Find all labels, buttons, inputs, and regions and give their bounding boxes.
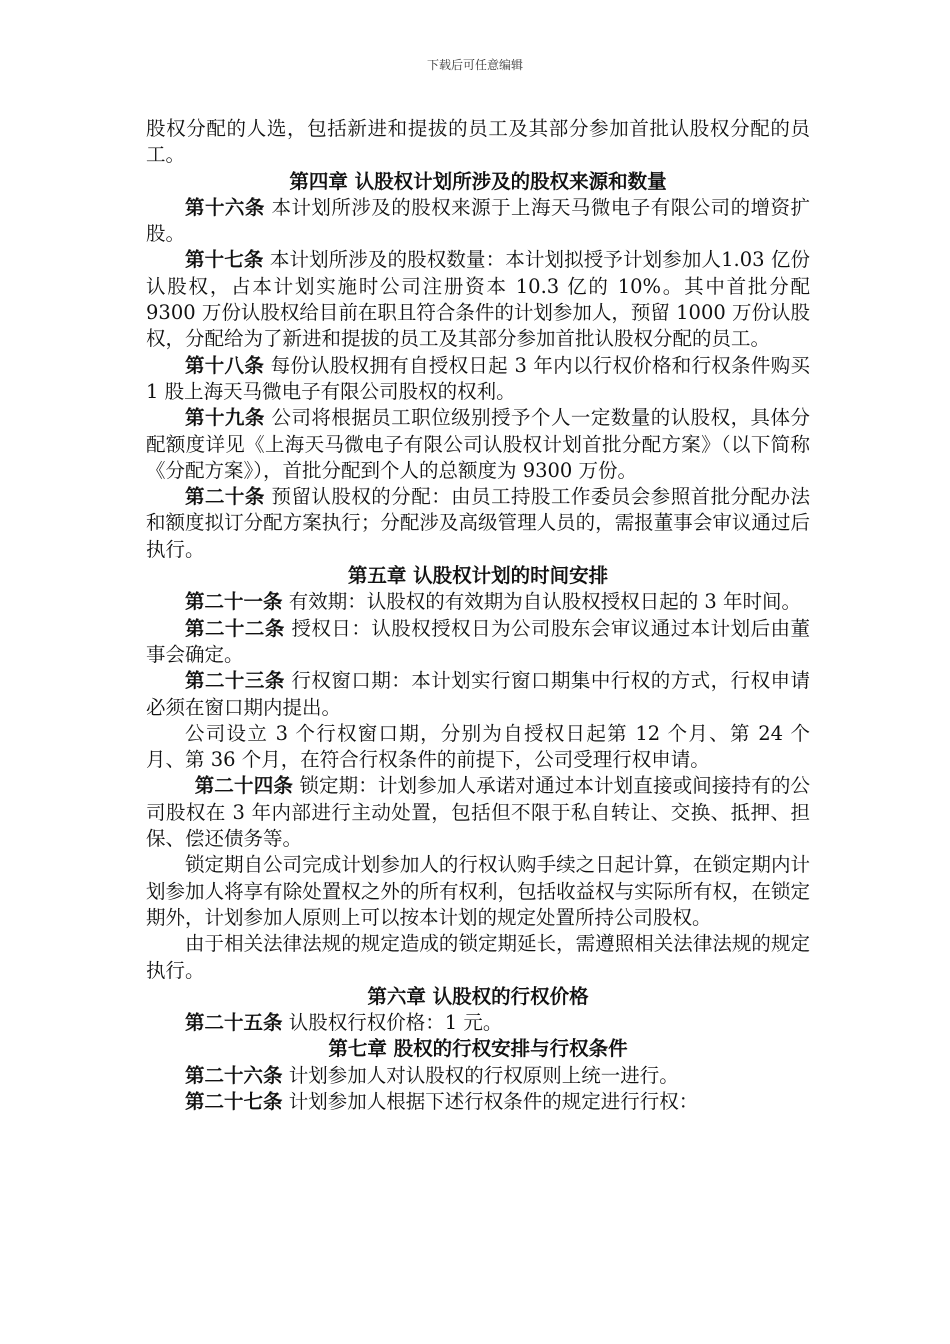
chapter-heading: 第七章 股权的行权安排与行权条件 — [328, 1037, 628, 1061]
article-text: 认股权行权价格：1 元。 — [282, 1011, 503, 1035]
article-text: 本计划所涉及的股权数量：本计划拟授予计划参加人1.03 亿份认股权，占本计划实施时公司注册资本 10.3 亿的 10%。其中首批分配 9300 万份认股权给目前在职且符合条件的计划参加人，预留 1000 万份认股权，分配给为了新进和提拔的员工及其部分参加首批认股权分配的员工。 — [146, 248, 810, 351]
article-number: 第十七条 — [185, 248, 264, 272]
article-paragraph — [146, 353, 810, 406]
paragraph — [146, 116, 810, 169]
article-text: 计划参加人对认股权的行权原则上统一进行。 — [282, 1063, 679, 1087]
article-number: 第二十七条 — [185, 1089, 283, 1113]
article-text: 计划参加人根据下述行权条件的规定进行行权： — [282, 1089, 699, 1113]
article-text: 有效期：认股权的有效期为自认股权授权日起的 3 年时间。 — [282, 590, 802, 614]
article-paragraph — [146, 668, 810, 721]
article-text: 锁定期：计划参加人承诺对通过本计划直接或间接持有的公司股权在 3 年内部进行主动处置，包括但不限于私自转让、交换、抵押、担保、偿还债务等。 — [146, 774, 810, 851]
article-number: 第二十六条 — [185, 1063, 283, 1087]
document-body — [146, 116, 810, 1115]
article-paragraph — [146, 773, 810, 852]
article-number: 第二十三条 — [185, 669, 285, 693]
article-paragraph — [146, 484, 810, 563]
article-text: 行权窗口期：本计划实行窗口期集中行权的方式，行权申请必须在窗口期内提出。 — [146, 669, 810, 719]
article-number: 第十八条 — [185, 353, 265, 377]
article-number: 第二十四条 — [194, 774, 293, 798]
page-header: 下载后可任意编辑 — [426, 58, 523, 72]
article-paragraph — [146, 589, 810, 615]
article-text: 本计划所涉及的股权来源于上海天马微电子有限公司的增资扩股。 — [146, 195, 810, 246]
article-paragraph — [146, 405, 810, 484]
paragraph-text: 锁定期自公司完成计划参加人的行权认购手续之日起计算，在锁定期内计划参加人将享有除处置权之外的所有权利，包括收益权与实际所有权，在锁定期外，计划参加人原则上可以按本计划的规定处置所持公司股权。 — [146, 853, 810, 929]
article-number: 第二十条 — [185, 485, 265, 509]
article-number: 第二十二条 — [185, 616, 285, 640]
article-paragraph — [146, 616, 810, 669]
article-text: 预留认股权的分配：由员工持股工作委员会参照首批分配办法和额度拟订分配方案执行；分配涉及高级管理人员的，需报董事会审议通过后执行。 — [146, 485, 810, 561]
article-number: 第十九条 — [185, 406, 265, 430]
article-paragraph — [146, 195, 810, 248]
article-text: 授权日：认股权授权日为公司股东会审议通过本计划后由董事会确定。 — [146, 616, 810, 666]
article-number: 第二十五条 — [185, 1011, 283, 1035]
article-paragraph — [146, 247, 810, 352]
article-text: 公司将根据员工职位级别授予个人一定数量的认股权，具体分配额度详见《上海天马微电子有限公司认股权计划首批分配方案》（以下简称《分配方案》），首批分配到个人的总额度为 9300 万份。 — [146, 406, 810, 482]
article-text: 每份认股权拥有自授权日起 3 年内以行权价格和行权条件购买 1 股上海天马微电子有限公司股权的权利。 — [146, 353, 810, 403]
chapter-heading: 第六章 认股权的行权价格 — [367, 984, 589, 1008]
article-paragraph — [146, 1089, 810, 1115]
paragraph — [146, 721, 810, 774]
article-number: 第十六条 — [185, 195, 265, 219]
chapter-heading: 第四章 认股权计划所涉及的股权来源和数量 — [289, 169, 667, 193]
paragraph-text: 公司设立 3 个行权窗口期，分别为自授权日起第 12 个月、第 24 个月、第 36 个月，在符合行权条件的前提下，公司受理行权申请。 — [146, 721, 810, 772]
paragraph-text: 股权分配的人选，包括新进和提拔的员工及其部分参加首批认股权分配的员工。 — [146, 117, 810, 167]
paragraph-text: 由于相关法律法规的规定造成的锁定期延长，需遵照相关法律法规的规定执行。 — [146, 932, 810, 982]
paragraph — [146, 931, 810, 984]
article-paragraph — [146, 1063, 810, 1089]
chapter-heading: 第五章 认股权计划的时间安排 — [347, 564, 609, 588]
article-number: 第二十一条 — [185, 590, 283, 614]
article-paragraph — [146, 1010, 810, 1036]
paragraph — [146, 852, 810, 931]
